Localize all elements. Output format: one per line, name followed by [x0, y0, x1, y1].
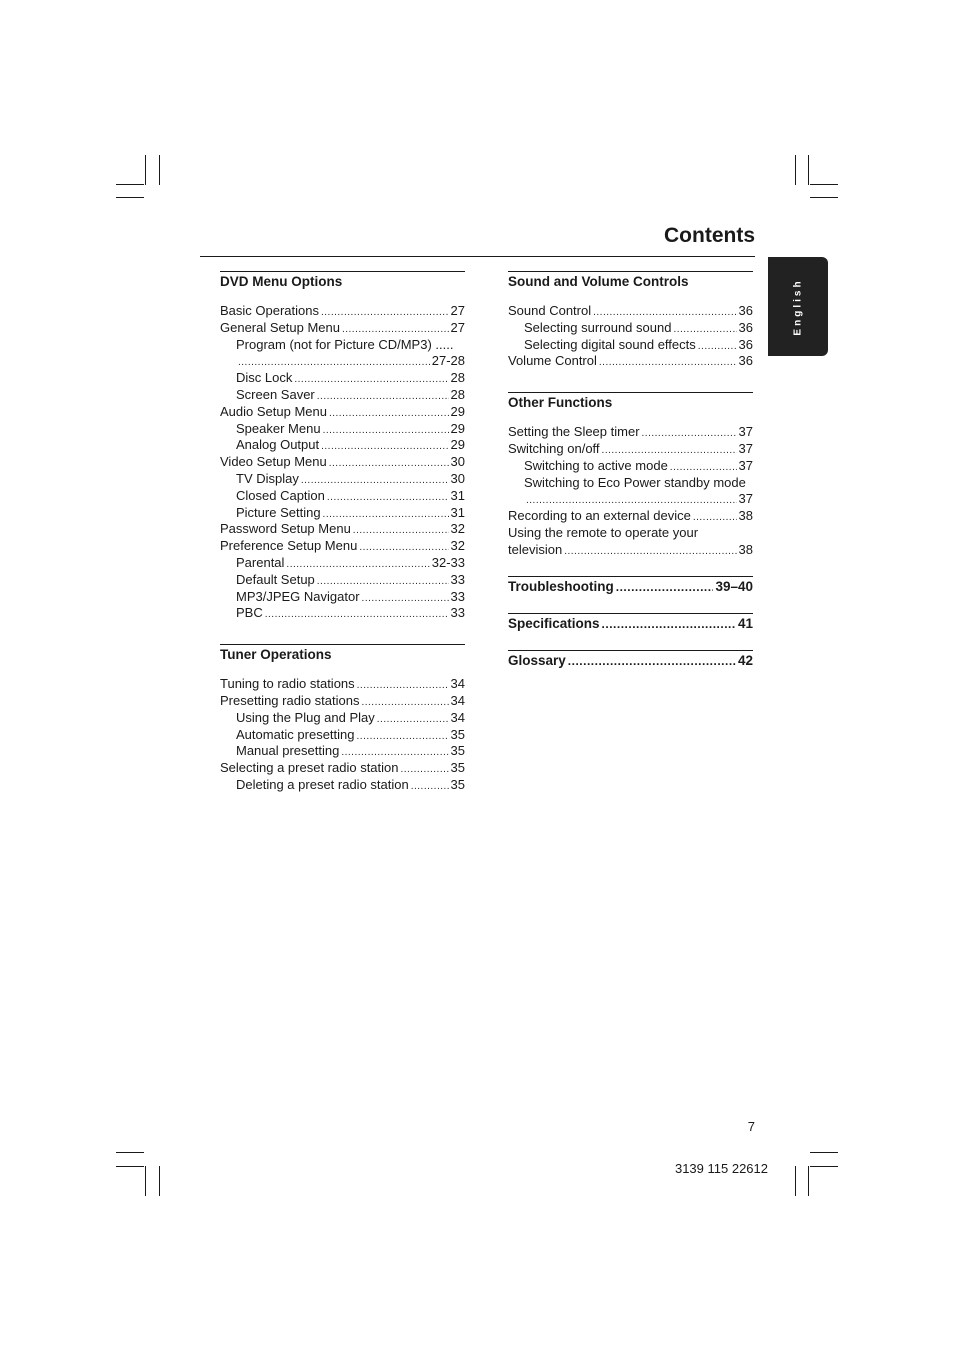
entry-label: Closed Caption: [236, 487, 325, 503]
entry-page: 37: [738, 491, 753, 507]
entry-label: Troubleshooting: [508, 578, 614, 594]
leader-dots: [265, 605, 449, 624]
entry-page: 37: [738, 424, 753, 440]
entry-label: Video Setup Menu: [220, 454, 327, 470]
page-number: 7: [747, 1119, 755, 1134]
entry-page: 32-33: [431, 554, 465, 570]
toc-entry[interactable]: [220, 454, 465, 471]
toc-entry[interactable]: [220, 676, 465, 693]
toc-entry[interactable]: [220, 387, 465, 404]
entry-page: 36: [738, 336, 753, 352]
entry-label: Using the Plug and Play: [236, 709, 375, 725]
toc-entry[interactable]: [220, 710, 465, 727]
page-title: Contents: [664, 224, 755, 247]
entry-label: Volume Control: [508, 353, 597, 369]
entry-page: 28: [450, 386, 465, 402]
crop-mark: [116, 184, 144, 185]
entry-label: Preference Setup Menu: [220, 538, 358, 554]
leader-dots: [568, 652, 736, 670]
toc-entry[interactable]: [220, 471, 465, 488]
toc-entry[interactable]: [220, 727, 465, 744]
section-heading: Sound and Volume Controls: [508, 271, 753, 297]
entry-label: Speaker Menu: [236, 420, 321, 436]
toc-entry[interactable]: [508, 525, 753, 542]
leader-dots: [616, 578, 714, 596]
entry-page: 27: [450, 319, 465, 335]
crop-mark: [116, 1166, 144, 1167]
toc-entry[interactable]: [220, 555, 465, 572]
toc-entry[interactable]: [220, 777, 465, 794]
entry-page: 35: [450, 776, 465, 792]
toc-entry[interactable]: [508, 337, 753, 354]
crop-mark: [795, 155, 796, 185]
document-code: 3139 115 22612: [674, 1161, 768, 1176]
section-heading: Tuner Operations: [220, 644, 465, 670]
toc-entry[interactable]: [508, 441, 753, 458]
entry-label: Audio Setup Menu: [220, 403, 327, 419]
entry-label: Tuning to radio stations: [220, 676, 355, 692]
entry-page: 35: [450, 726, 465, 742]
crop-mark: [810, 1166, 838, 1167]
toc-entry[interactable]: [220, 693, 465, 710]
entry-page: 30: [450, 470, 465, 486]
entry-label: Using the remote to operate your: [508, 524, 699, 540]
entry-label: MP3/JPEG Navigator: [236, 588, 360, 604]
entry-page: 34: [450, 692, 465, 708]
entry-label: Analog Output: [236, 437, 320, 453]
entry-page: 37: [738, 440, 753, 456]
entry-label: Glossary: [508, 652, 566, 668]
section-heading: Other Functions: [508, 392, 753, 418]
toc-entry[interactable]: [220, 572, 465, 589]
entry-page: 30: [450, 454, 465, 470]
toc-left-column: [220, 271, 465, 794]
crop-mark: [795, 1166, 796, 1196]
toc-entry[interactable]: [508, 491, 753, 508]
entry-label: Deleting a preset radio station: [236, 776, 409, 792]
toc-entry[interactable]: [220, 743, 465, 760]
title-rule: [200, 256, 755, 257]
toc-entry[interactable]: [220, 760, 465, 777]
toc-list: [508, 303, 753, 370]
entry-label: Program (not for Picture CD/MP3) .....: [236, 336, 454, 352]
toc-list: [220, 303, 465, 622]
toc-entry[interactable]: [508, 475, 753, 492]
entry-page: 39–40: [715, 578, 753, 594]
crop-mark: [810, 184, 838, 185]
entry-label: Password Setup Menu: [220, 521, 351, 537]
entry-label: Switching to active mode: [524, 457, 668, 473]
toc-entry[interactable]: [220, 303, 465, 320]
language-tab-label: English: [792, 277, 804, 336]
entry-page: 35: [450, 743, 465, 759]
toc-entry[interactable]: [508, 424, 753, 441]
crop-mark: [159, 155, 160, 185]
leader-dots: [599, 353, 737, 372]
entry-label: Selecting surround sound: [524, 319, 672, 335]
toc-entry[interactable]: [220, 404, 465, 421]
toc-entry[interactable]: [508, 508, 753, 525]
crop-mark: [810, 1152, 838, 1153]
entry-page: 34: [450, 709, 465, 725]
crop-mark: [116, 197, 144, 198]
section-sound-volume: [508, 271, 753, 370]
crop-mark: [116, 1152, 144, 1153]
entry-page: 29: [450, 420, 465, 436]
toc-entry-troubleshooting[interactable]: [508, 576, 753, 596]
entry-label: General Setup Menu: [220, 319, 340, 335]
crop-mark: [808, 1166, 809, 1196]
entry-page: 36: [738, 303, 753, 318]
entry-page: 38: [738, 508, 753, 524]
entry-label: Selecting digital sound effects: [524, 336, 696, 352]
entry-page: 33: [450, 571, 465, 587]
toc-entry[interactable]: [220, 505, 465, 522]
crop-mark: [159, 1166, 160, 1196]
entry-page: 32: [450, 538, 465, 554]
entry-label: Basic Operations: [220, 303, 319, 318]
entry-page: 36: [738, 353, 753, 369]
toc-entry-glossary[interactable]: [508, 650, 753, 670]
crop-mark: [145, 1166, 146, 1196]
crop-mark: [145, 155, 146, 185]
entry-label: Disc Lock: [236, 370, 293, 386]
toc-entry[interactable]: [220, 370, 465, 387]
entry-page: 33: [450, 588, 465, 604]
toc-entry[interactable]: [220, 421, 465, 438]
entry-page: 29: [450, 437, 465, 453]
entry-label: Setting the Sleep timer: [508, 424, 640, 440]
entry-page: 31: [450, 487, 465, 503]
entry-label: Recording to an external device: [508, 508, 691, 524]
leader-dots: [564, 542, 736, 561]
entry-label: Switching to Eco Power standby mode: [524, 474, 746, 490]
entry-label: Specifications: [508, 615, 600, 631]
entry-page: 28: [450, 370, 465, 386]
leader-dots: [602, 615, 736, 633]
entry-label: TV Display: [236, 470, 299, 486]
section-heading: DVD Menu Options: [220, 271, 465, 297]
toc-list: [508, 424, 753, 558]
entry-label: Picture Setting: [236, 504, 321, 520]
entry-label: Parental: [236, 554, 285, 570]
entry-page: 34: [450, 676, 465, 692]
leader-dots: [411, 777, 449, 796]
entry-page: 37: [738, 457, 753, 473]
entry-page: 33: [450, 605, 465, 621]
toc-entry[interactable]: [220, 337, 465, 354]
toc-entry[interactable]: [220, 605, 465, 622]
toc-entry-specifications[interactable]: [508, 613, 753, 633]
entry-label: Automatic presetting: [236, 726, 355, 742]
entry-label: television: [508, 541, 563, 557]
language-tab: [768, 257, 828, 356]
entry-page: 32: [450, 521, 465, 537]
entry-page: 31: [450, 504, 465, 520]
entry-page: 35: [450, 760, 465, 776]
toc-entry[interactable]: [220, 589, 465, 606]
entry-page: 36: [738, 319, 753, 335]
toc-right-column: [508, 271, 753, 670]
toc-entry[interactable]: [508, 353, 753, 370]
entry-label: Screen Saver: [236, 386, 315, 402]
entry-label: Default Setup: [236, 571, 315, 587]
toc-entry[interactable]: [220, 353, 465, 370]
toc-entry[interactable]: [508, 303, 753, 320]
entry-label: Presetting radio stations: [220, 692, 360, 708]
toc-entry[interactable]: [220, 320, 465, 337]
entry-label: Switching on/off: [508, 440, 600, 456]
entry-page: 41: [737, 615, 753, 631]
toc-entry[interactable]: [220, 521, 465, 538]
toc-entry[interactable]: [508, 320, 753, 337]
entry-label: Selecting a preset radio station: [220, 760, 399, 776]
entry-page: 38: [738, 541, 753, 557]
toc-entry[interactable]: [220, 437, 465, 454]
entry-page: 42: [737, 652, 753, 668]
section-dvd-menu-options: [220, 271, 465, 622]
leader-dots: [693, 508, 737, 527]
crop-mark: [808, 155, 809, 185]
section-other-functions: [508, 392, 753, 558]
crop-mark: [810, 197, 838, 198]
entry-label: PBC: [236, 605, 263, 621]
entry-label: Sound Control: [508, 303, 592, 318]
section-tuner-operations: [220, 644, 465, 794]
toc-list: [220, 676, 465, 794]
toc-entry[interactable]: [220, 488, 465, 505]
toc-entry[interactable]: [508, 458, 753, 475]
entry-page: 29: [450, 403, 465, 419]
entry-page: 27-28: [431, 353, 465, 369]
entry-page: 27: [450, 303, 465, 318]
toc-entry[interactable]: [220, 538, 465, 555]
toc-entry[interactable]: [508, 542, 753, 559]
entry-label: Manual presetting: [236, 743, 340, 759]
